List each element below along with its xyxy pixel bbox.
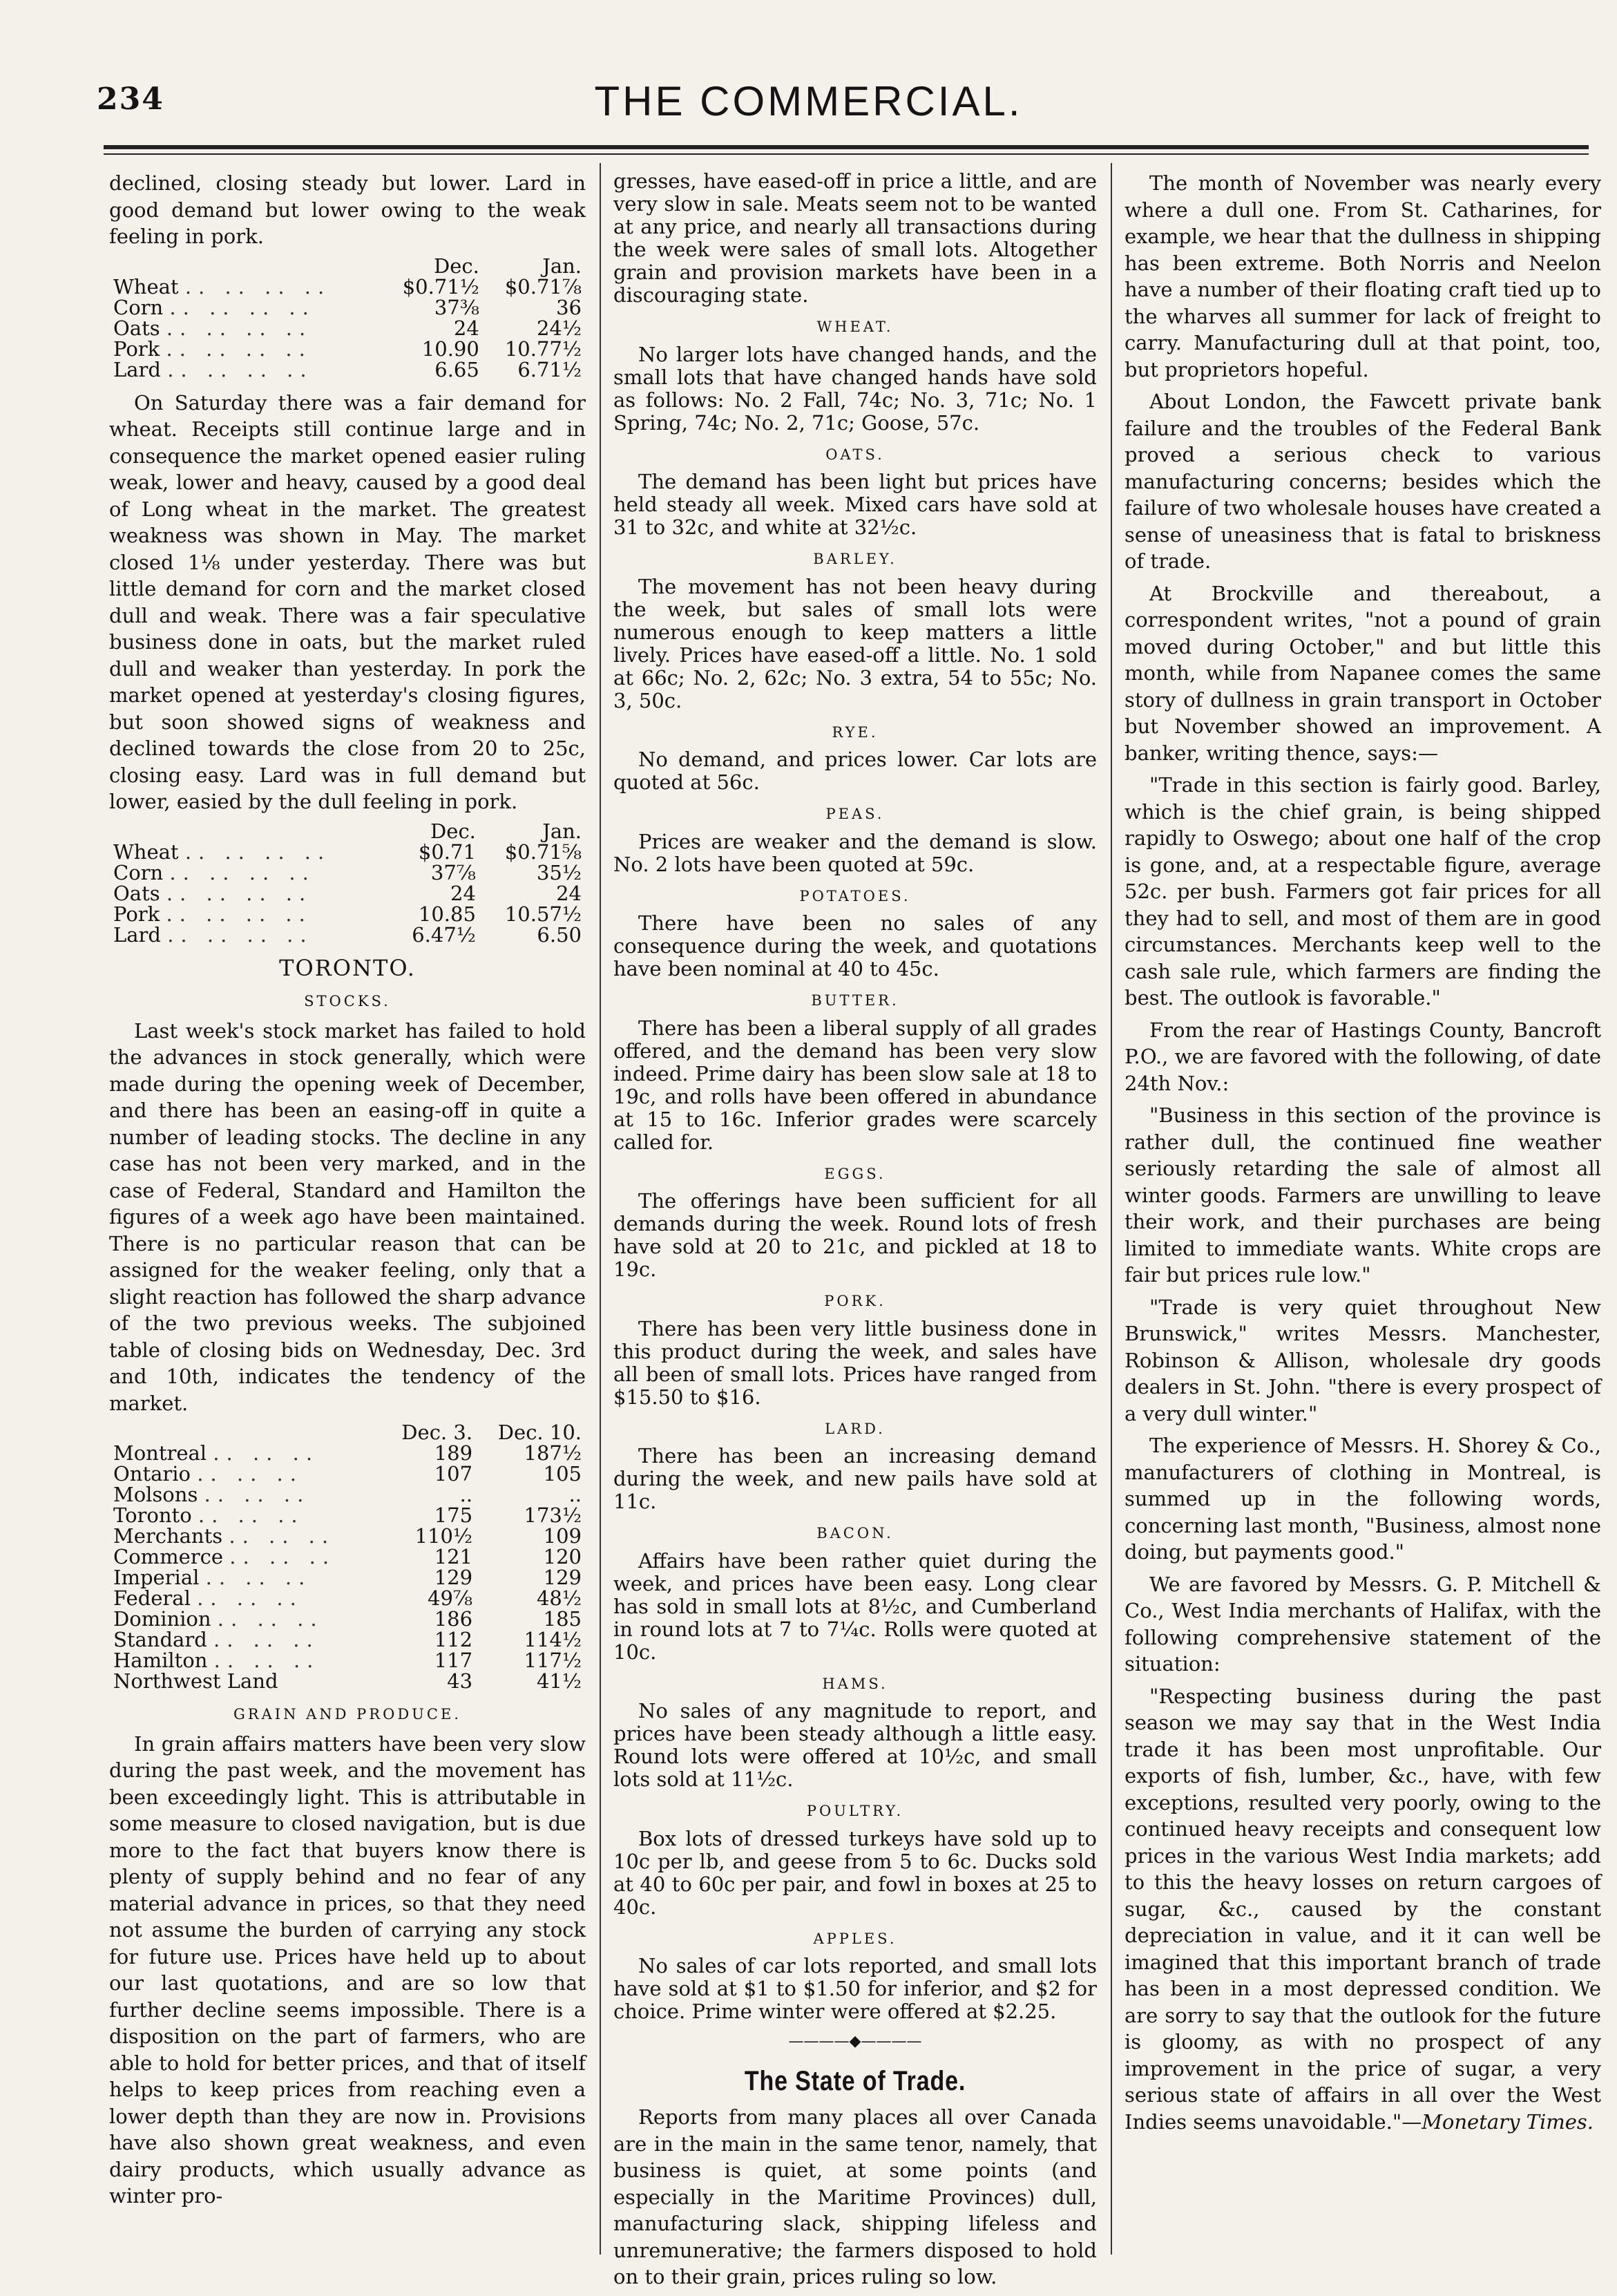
barley-subheading: BARLEY. [813,551,897,567]
eggs-paragraph: The offerings have been sufficient for all demands during the week. Round lots of fresh have sold at 20 to 21c, and pickled at 18 to 19c. [613,1189,1097,1281]
column-1 [109,170,586,2215]
value-dec: 37⅜ [434,295,479,319]
stocks-table [109,1422,586,1691]
trade-paragraph-halifax: We are favored by Messrs. G. P. Mitchell & Co., West India merchants of Halifax, with the following comprehensive statement of the situation: [1125,1572,1601,1676]
row-label: Standard [113,1628,207,1651]
value-dec: 37⅞ [430,860,476,884]
header-rule-thick [104,145,1589,149]
value-dec-10: 187½ [524,1441,582,1465]
trade-quote-hastings: "Business in this section of the province is rather dull, the continued fine weather seriously retarding the sale of almost all winter goods. Farmers are unwilling to leave their work, and their purchases are being limited to immediate wants. White crops are fair but prices rule low." [1125,1103,1601,1287]
value-dec: $0.71 [418,839,476,864]
potatoes-paragraph: There have been no sales of any consequence during the week, and quotations have been nominal at 40 to 45c. [613,911,1097,980]
trade-paragraph-london: About London, the Fawcett private bank failure and the troubles of the Federal Bank proved a serious check to various manufacturing concerns; besides which the failure of two wholesale houses have created a sense of uneasiness that is fatal to briskness of trade. [1125,390,1601,573]
value-dec: 10.90 [421,336,479,361]
oats-paragraph: The demand has been light but prices have held steady all week. Mixed cars have sold at 31 to 32c, and white at 32½c. [613,470,1097,539]
state-of-trade-paragraph: Reports from many places all over Canada are in the main in the same tenor, namely, that business is quiet, at some points (and especially in the Maritime Provinces) dull, manufacturing slack, shipping lifeless and unremunerative; the farmers disposed to hold on to their grain, prices ruling so low. [613,2105,1097,2288]
grain-produce-paragraph: In grain affairs matters have been very slow during the past week, and the movement has been exceedingly light. This is attributable in some measure to closed navigation, but is due more to the fact that buyers know there is plenty of supply behind and no fear of any material advance in prices, so that they need not assume the burden of carrying any stock for future use. Prices have held up to about our last quotations, and are so low that further decline seems impossible. There is a disposition on the part of farmers, who are able to hold for better prices, and that of itself helps to keep prices from reaching even a lower depth than they are now in. Provisions have also shown great weakness, and even dairy products, which usually advance as winter pro- [109,1732,586,2208]
col-header-dec: Dec. [433,254,479,278]
grain-continued-paragraph: gresses, have eased-off in price a little, and are very slow in sale. Meats seem not to be wanted at any price, and nearly all transactions during the week were sales of small lots. Altogether grain and provision markets have been in a discouraging state. [613,169,1097,307]
col-header-dec-10: Dec. 10. [497,1421,582,1444]
row-label: Lard [113,922,161,947]
chicago-saturday-paragraph: On Saturday there was a fair demand for wheat. Receipts still continue large and in consequence the market opened easier ruling weak, lower and heavy, caused by a good deal of Long wheat in the market. The greatest weakness was shown in May. The market closed 1⅛ under yesterday. There was but little demand for corn and the market closed dull and weak. There was a fair speculative business done in oats, but the market ruled dull and weaker than yesterday. In pork the market opened at yesterday's closing figures, but soon showed signs of weakness and declined towards the close from 20 to 25c, closing easy. Lard was in full demand but lower, easied by the dull feeling in pork. [109,390,586,813]
eggs-subheading: EGGS. [824,1165,886,1182]
value-dec-10: 173½ [524,1503,582,1527]
row-label: Toronto [113,1503,192,1527]
hams-paragraph: No sales of any magnitude to report, and prices have been steady although a little easy. Round lots were offered at 10½c, and small lots sold at 11½c. [613,1699,1097,1791]
page-header [0,0,1617,173]
value-dec: 6.65 [434,357,479,381]
table-row: Lard .. .. .. .. 6.65 6.71½ [109,359,586,380]
row-label: Oats [113,881,160,905]
value-jan: 6.71½ [517,357,582,381]
source-attribution: Monetary Times. [1422,2109,1594,2134]
table-header-row [109,256,586,276]
stocks-paragraph: Last week's stock market has failed to hold the advances in stock generally, which were made during the opening week of December, and there has been an easing-off in quite a number of leading stocks. The decline in any case has not been very marked, and in the case of Federal, Standard and Hamilton the figures of a week ago have been maintained. There is no particular reason that can be assigned for the weaker feeling, only that a slight reaction has followed the sharp advance of the two previous weeks. The subjoined table of closing bids on Wednesday, Dec. 3rd and 10th, indicates the tendency of the market. [109,1018,586,1415]
value-dec-10: 185 [543,1607,582,1631]
value-dec: 6.47½ [412,922,476,947]
pork-subheading: PORK. [824,1293,886,1309]
value-dec-10: 114½ [524,1628,582,1651]
value-jan: 36 [556,295,582,319]
row-label: Ontario [113,1462,191,1486]
row-label: Pork [113,336,160,361]
row-label: Commerce [113,1545,224,1568]
trade-quote-west-india [1125,1683,1601,2136]
value-dec-10: 120 [543,1545,582,1568]
grain-produce-subheading: GRAIN AND PRODUCE. [233,1706,461,1723]
poultry-paragraph: Box lots of dressed turkeys have sold up to 10c per lb, and geese from 5 to 6c. Ducks sold at 40 to 60c per pair, and fowl in boxes at 25 to 40c. [613,1826,1097,1919]
table-row: Oats .. .. .. .. 24 24 [109,883,586,904]
table-row: Standard .. .. .. 112 114½ [109,1629,586,1650]
value-dec: $0.71½ [402,274,479,298]
table-row [109,1671,586,1691]
value-dec-10: .. [568,1483,582,1506]
col-header-dec: Dec. [430,819,476,843]
col-header-dec-3: Dec. 3. [401,1421,473,1444]
trade-paragraph-st-catharines: The month of November was nearly every where a dull one. From St. Catharines, for example, we hear that the dullness in shipping has been extreme. Both Norris and Neelon have a number of their floating craft tied up to the wharves all summer for lack of freight to carry. Manufacturing dull at that point, too, but proprietors hopeful. [1125,171,1601,381]
value-dec-3: 117 [434,1649,473,1672]
value-dec-10: 48½ [536,1586,582,1610]
value-dec: 24 [453,316,479,340]
stocks-subheading: STOCKS. [304,993,391,1009]
value-jan: 24 [556,881,582,905]
column-divider-2 [1111,163,1112,2255]
value-dec-3: 186 [434,1607,473,1631]
lard-paragraph: There has been an increasing demand during the week, and new pails have sold at 11c. [613,1444,1097,1513]
value-dec-3: 110½ [414,1524,473,1548]
header-rule-thin [104,153,1589,155]
table-row: Montreal .. .. .. 189 187½ [109,1443,586,1463]
trade-paragraph-montreal: The experience of Messrs. H. Shorey & Co., manufacturers of clothing in Montreal, is summed up in the following words, concerning last month, "Business, almost none doing, but payments good." [1125,1434,1601,1564]
table-header-row [109,1422,586,1443]
row-label: Lard [113,357,161,381]
bacon-paragraph: Affairs have been rather quiet during the week, and prices have been easy. Long clear has sold in small lots at 8½c, and Cumberland in round lots at 7 to 7¼c. Rolls were quoted at 10c. [613,1548,1097,1664]
value-jan: 24½ [536,316,582,340]
table-row: Molsons .. .. .. .. .. [109,1484,586,1505]
table-row: Dominion .. .. .. 186 185 [109,1609,586,1629]
apples-paragraph: No sales of car lots reported, and small lots have sold at $1 to $1.50 for inferior, and $2 for choice. Prime winter were offered at $2.25. [613,1954,1097,2023]
butter-subheading: BUTTER. [811,992,899,1009]
value-dec-10: 105 [543,1462,582,1486]
value-dec-3: .. [459,1483,473,1506]
value-jan: 10.57½ [504,902,582,926]
row-label: Corn [113,860,164,884]
table-row: Wheat .. .. .. .. $0.71½ $0.71⅞ [109,276,586,297]
value-jan: 6.50 [537,922,582,947]
table-row: Corn .. .. .. .. 37⅜ 36 [109,297,586,318]
table-row: Merchants .. .. .. 110½ 109 [109,1526,586,1546]
value-dec-10: 41½ [536,1669,582,1693]
table-row: Toronto .. .. .. 175 173½ [109,1505,586,1526]
value-dec-3: 189 [434,1441,473,1465]
value-jan: $0.71⅞ [504,274,582,298]
row-label: Imperial [113,1566,200,1589]
wheat-subheading: WHEAT. [816,319,894,335]
value-dec-3: 43 [447,1669,473,1693]
row-label: Montreal [113,1441,207,1465]
value-dec-3: 129 [434,1566,473,1589]
table-row: Pork .. .. .. .. 10.85 10.57½ [109,904,586,924]
trade-paragraph-brockville: At Brockville and thereabout, a correspondent writes, "not a pound of grain moved during October," and but little this month, while from Napanee comes the same story of dullness in grain transport in October but November showed an improvement. A banker, writing thence, says:— [1125,581,1601,765]
value-dec-10: 117½ [524,1649,582,1672]
table-row: Commerce .. .. .. 121 120 [109,1546,586,1567]
value-dec-3: 112 [434,1628,473,1651]
rye-paragraph: No demand, and prices lower. Car lots are quoted at 56c. [613,748,1097,794]
masthead-title: THE COMMERCIAL. [594,78,1023,124]
peas-paragraph: Prices are weaker and the demand is slow. No. 2 lots have been quoted at 59c. [613,829,1097,876]
value-dec-3: 175 [434,1503,473,1527]
row-label: Northwest Land [113,1669,278,1693]
rye-subheading: RYE. [832,723,879,741]
toronto-heading: TORONTO. [279,954,416,981]
row-label: Corn [113,295,164,319]
pork-paragraph: There has been very little business done in this product during the week, and sales have all been of small lots. Prices have ranged from $15.50 to $16. [613,1316,1097,1409]
apples-subheading: APPLES. [813,1930,897,1947]
value-dec-10: 129 [543,1566,582,1589]
value-jan: 10.77½ [504,336,582,361]
value-jan: 35½ [536,860,582,884]
row-label: Dominion [113,1607,211,1631]
chicago-prices-table-1 [109,256,586,380]
value-dec-3: 121 [434,1545,473,1568]
peas-subheading: PEAS. [825,806,885,822]
table-row: Federal .. .. .. 49⅞ 48½ [109,1588,586,1609]
oats-subheading: OATS. [825,446,885,463]
trade-paragraph-new-brunswick: "Trade is very quiet throughout New Brunswick," writes Messrs. Manchester, Robinson & Allison, wholesale dry goods dealers in St. John. "there is every prospect of a very dull winter." [1125,1295,1601,1425]
table-row: Lard .. .. .. .. 6.47½ 6.50 [109,924,586,945]
potatoes-subheading: POTATOES. [799,887,911,904]
column-3 [1125,170,1601,2141]
poultry-subheading: POULTRY. [806,1803,904,1819]
row-label: Wheat [113,839,179,864]
row-label: Oats [113,316,160,340]
wheat-paragraph: No larger lots have changed hands, and the small lots that have changed hands have sold as follows: No. 2 Fall, 74c; No. 3, 71c; No. 1 Spring, 74c; No. 2, 71c; Goose, 57c. [613,342,1097,435]
table-row: Hamilton .. .. .. 117 117½ [109,1650,586,1671]
row-label: Federal [113,1586,191,1610]
row-label: Merchants [113,1524,223,1548]
row-label: Wheat [113,274,179,298]
section-divider-ornament: ————◆———— [788,2033,922,2050]
table-row: Imperial .. .. .. 129 129 [109,1567,586,1588]
column-2 [613,170,1097,2296]
trade-quote-banker: "Trade in this section is fairly good. Barley, which is the chief grain, is being shipped rapidly to Oswego; about one half of the crop is gone, and, at a respectable figure, average 52c. per bush. Farmers got fair prices for all they had to sell, and most of them are in good circumstances. Merchants keep well to the cash sale rule, which farmers are finding the best. The outlook is favorable." [1125,773,1601,1009]
row-label: Hamilton [113,1649,208,1672]
column-divider-1 [600,163,601,2255]
chicago-intro-paragraph: declined, closing steady but lower. Lard in good demand but lower owing to the weak feeling in pork. [109,171,586,248]
table-row: Oats .. .. .. .. 24 24½ [109,318,586,339]
row-label: Pork [113,902,160,926]
bacon-subheading: BACON. [816,1525,894,1541]
table-row: Wheat .. .. .. .. $0.71 $0.71⅝ [109,842,586,862]
value-dec-10: 109 [543,1524,582,1548]
table-row: Pork .. .. .. .. 10.90 10.77½ [109,339,586,359]
state-of-trade-heading: The State of Trade. [744,2065,966,2096]
col-header-jan: Jan. [542,254,582,278]
table-row: Ontario .. .. .. 107 105 [109,1463,586,1484]
value-dec: 24 [450,881,476,905]
table-row: Corn .. .. .. .. 37⅞ 35½ [109,862,586,883]
hams-subheading: HAMS. [822,1675,888,1692]
value-dec-3: 49⅞ [428,1586,473,1610]
butter-paragraph: There has been a liberal supply of all grades offered, and the demand has been very slow indeed. Prime dairy has been slow sale at 18 to 19c, and rolls have been offered in abundance at 15 to 16c. Inferior grades were scarcely called for. [613,1016,1097,1154]
trade-paragraph-hastings: From the rear of Hastings County, Bancroft P.O., we are favored with the following, of date 24th Nov.: [1125,1018,1601,1095]
table-header-row [109,821,586,842]
value-jan: $0.71⅝ [504,839,582,864]
page-number: 234 [97,82,164,117]
value-dec: 10.85 [418,902,476,926]
barley-paragraph: The movement has not been heavy during the week, but sales of small lots were numerous enough to keep matters a little lively. Prices have eased-off a little. No. 1 sold at 66c; No. 2, 62c; No. 3 extra, 54 to 55c; No. 3, 50c. [613,574,1097,712]
value-dec-3: 107 [434,1462,473,1486]
row-label: Molsons [113,1483,198,1506]
lard-subheading: LARD. [825,1420,886,1437]
west-india-quote-text: "Respecting business during the past season we may say that in the West India trade it has been most unprofitable. Our exports of fish, lumber, &c., have, with few exceptions, resulted very poorly, owing to the continued heavy receipts and consequent low prices in the various West India markets; add to this the heavy losses on return cargoes of sugar, &c., caused by the constant depreciation in value, and it it can well be imagined that this important branch of trade has been in a most depressed condition. We are sorry to say that the outlook for the future is gloomy, as with no prospect of any improvement in the price of sugar, a very serious state of affairs in all over the West Indies seems unavoidable."— [1125,1684,1601,2134]
col-header-jan: Jan. [542,819,582,843]
chicago-prices-table-2 [109,821,586,945]
